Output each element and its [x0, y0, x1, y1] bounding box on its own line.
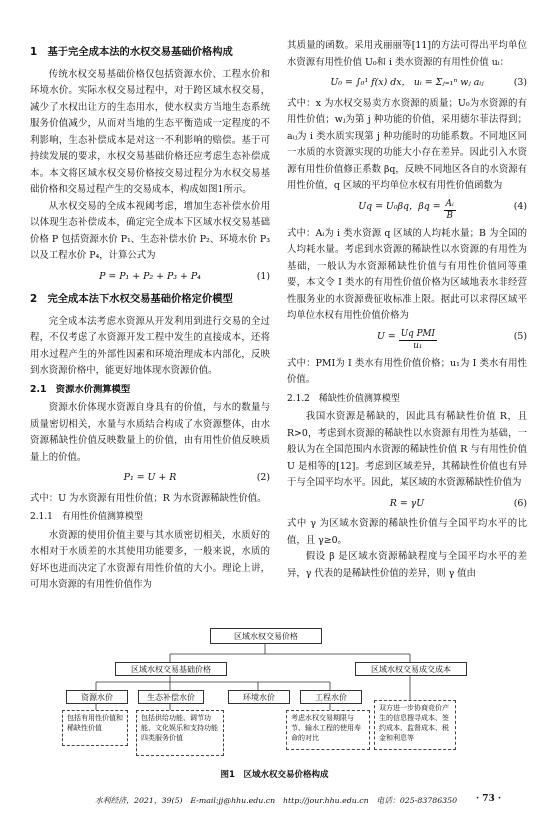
section-2-heading: 2 完全成本法下水权交易基础价格定价模型: [30, 293, 233, 305]
node-transaction-cost: 区域水权交易成交成本: [355, 662, 467, 676]
equation-3: [287, 75, 527, 92]
node-eco-compensation-price: 生态补偿水价: [138, 690, 204, 704]
note-resource-price: 包括有用性价值和稀缺性价值: [62, 710, 128, 746]
equation-body: Uq = U₀βq，βq =: [358, 200, 441, 212]
subsection-2-1-heading: 2.1 资源水价测算模型: [30, 383, 131, 395]
page-number: · 73 ·: [475, 794, 501, 804]
numerator: Uq PMI: [400, 328, 435, 339]
equation-1: [30, 269, 270, 286]
node-engineering-price: 工程水价: [300, 690, 362, 704]
equation-body: U =: [377, 330, 396, 342]
note-engineering-price: 考虑水权交易期限与节、输水工程的使用寿命的对比: [286, 710, 370, 750]
equation-number: (4): [513, 200, 527, 212]
section-1-heading: 1 基于完全成本法的水权交易基础价格构成: [30, 46, 233, 58]
paragraph: 资源水价体现水资源自身具有的价值，与水的数量与质量密切相关，水量与水质结合构成了水资源整体，由水资源稀缺性价值反映数量上的价值，由有用性价值反映质量上的价值。: [30, 402, 270, 463]
paragraph: 我国水资源是稀缺的，因此具有稀缺性价值 R，且 R>0，考虑到水资源的稀缺性以水资源有用性为基础，一般认为在全国范围内水资源的稀缺性价值 R 与有用性价值 U 是相等的[12]。考虑到区域差异，其稀缺性价值也有异于与全国平均水平。因此，某区域的水资源稀缺性价值为: [287, 411, 527, 488]
numerator: Aᵢ: [445, 198, 454, 209]
equation-2: [30, 470, 270, 487]
paragraph: 式中：x 为水权交易卖方水资源的质量；U₀为水资源的有用性价值；wⱼ为第 j 种功能的价值，采用德尔菲法得到；aᵢⱼ为 i 类水质实现第 j 种功能时的功能系数。不同地区同一水质的水资源实现的功能大小存在差异。因此引入水资源有用性价值修正系数 βq，反映不同地区各自的水资源有用性价值，q 区域的平均单位水权有用性价值函数为: [287, 97, 527, 191]
denominator: u₁: [413, 340, 423, 351]
paragraph: 传统水权交易基础价格仅包括资源水价、工程水价和环境水价。实际水权交易过程中，对于跨区域水权交易，减少了水权出让方的生态用水，使水权卖方当地生态系统服务价值减少，从而对当地的生态平衡造成一定程度的不利影响，生态补偿成本是对这一不利影响的赔偿。基于可持续发展的要求，水权交易基础价格还应考虑生态补偿成本。本文将区域水权交易价格按交易过程分为水权交易基础价格和交易过程产生的交易成本，构成如图1所示。: [30, 68, 270, 195]
paragraph: 其质量的函数。采用戎丽丽等[11]的方法可得出平均单位水资源有用性价值 U₀和 i 类水资源的有用性价值 uᵢ：: [287, 40, 527, 68]
right-column: [287, 38, 527, 582]
note-eco-compensation: 包括供给功能、调节功能、文化娱乐和支持功能四类服务价值: [136, 710, 224, 756]
subsection-2-1-2-heading: 2.1.2 稀缺性价值测算模型: [287, 393, 400, 404]
paragraph: 式中：U 为水资源有用性价值；R 为水资源稀缺性价值。: [30, 492, 267, 504]
denominator: B: [446, 210, 453, 221]
paragraph: 水资源的使用价值主要与其水质密切相关，水质好的水相对于水质差的水其使用功能要多，一般来说，水质的好坏也进而决定了水资源有用性价值的大小。理论上讲，可用水资源的有用性价值作为: [30, 529, 270, 590]
figure-1-diagram: [60, 626, 530, 766]
paragraph: 完全成本法考虑水资源从开发利用到进行交易的全过程，不仅考虑了水资源开发工程中发生的直接成本，还将用水过程产生的外部性因素和环境治理成本内部化，反映到水资源价格中，能更好地体现水资源价值。: [30, 315, 270, 376]
note-transaction-cost: 双方进一步协商竞价产生的信息搜寻成本、签约成本、监督成本、税金和利息等: [374, 700, 456, 750]
fraction: [399, 329, 437, 352]
equation-number: (3): [513, 77, 527, 88]
subsection-2-1-1-heading: 2.1.1 有用性价值测算模型: [30, 512, 143, 522]
figure-caption: 图1 区域水权交易价格构成: [220, 770, 329, 780]
equation-body: R = γU: [389, 497, 425, 509]
equation-body: U₀ = ∫₀¹ f(x) dx，: [330, 77, 411, 88]
fraction: [444, 199, 456, 222]
equation-body: P = P₁ + P₂ + P₃ + P₄: [99, 270, 201, 282]
node-regional-water-right-price: 区域水权交易价格: [210, 628, 322, 644]
equation-5: [287, 329, 527, 352]
equation-body: uᵢ = Σⱼ₌₁ⁿ wⱼ aᵢⱼ: [413, 77, 484, 88]
paragraph: 式中：Aᵢ为 i 类水资源 q 区域的人均耗水量；B 为全国的人均耗水量。考虑到水资源的稀缺性以水资源的有用性为基础，一般认为水资源稀缺性价值与有用性价值同等重要，本文令 I 类水的有用性价值价格为区域地表水非经营性服务业的水资源费征收标准上限。据此可以求得区域平均单位水权有用性价值价格为: [287, 227, 527, 321]
node-basic-price: 区域水权交易基础价格: [115, 662, 227, 676]
paragraph: 从水权交易的全成本视阈考虑，增加生态补偿水价用以体现生态补偿成本，确定完全成本下区域水权交易基础价格 P 包括资源水价 P₁、生态补偿水价 P₂、环境水价 P₃以及工程水价 P₄，计算公式为: [30, 200, 270, 261]
node-environment-price: 环境水价: [228, 690, 290, 704]
equation-6: [287, 496, 527, 513]
paragraph: 式中：PMI为 I 类水有用性价值价格；u₁为 I 类水有用性价值。: [287, 357, 527, 385]
equation-body: P₁ = U + R: [123, 472, 177, 483]
equation-number: (2): [256, 472, 270, 483]
equation-number: (6): [513, 497, 527, 509]
left-column: [30, 38, 270, 594]
node-resource-price: 资源水价: [66, 690, 128, 704]
equation-number: (5): [513, 330, 527, 342]
equation-4: [287, 199, 527, 222]
journal-footer: 水利经济，2021，39(5) E-mail:jj@hhu.edu.cn http://jour.hhu.edu.cn 电话：025-83786350: [95, 796, 458, 805]
paragraph: 式中 γ 为区域水资源的稀缺性价值与全国平均水平的比值，且 γ≥0。: [287, 518, 527, 546]
paragraph: 假设 β 是区域水资源稀缺程度与全国平均水平的差异，γ 代表的是稀缺性价值的差异，则 γ 值由: [287, 551, 527, 579]
equation-number: (1): [256, 270, 270, 282]
